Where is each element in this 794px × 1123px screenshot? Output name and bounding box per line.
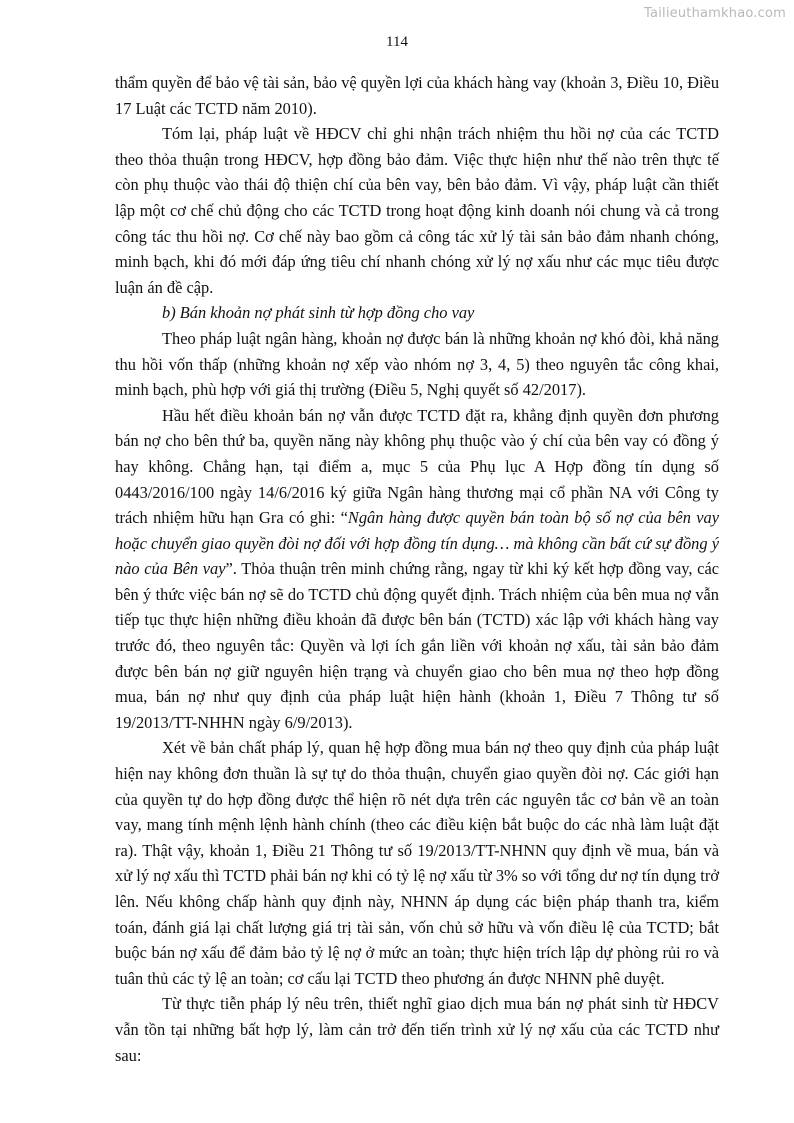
paragraph-conclusion: Từ thực tiễn pháp lý nêu trên, thiết nghĩ giao dịch mua bán nợ phát sinh từ HĐCV vẫn tồn tại những bất hợp lý, làm cản trở đến tiến trình xử lý nợ xấu của các TCTD như sau: — [115, 994, 719, 1065]
watermark: Tailieuthamkhao.com — [644, 6, 786, 21]
paragraph-summary: Tóm lại, pháp luật về HĐCV chỉ ghi nhận trách nhiệm thu hồi nợ của các TCTD theo thỏa thuận trong HĐCV, hợp đồng bảo đảm. Việc thực hiện như thế nào trên thực tế còn phụ thuộc vào thái độ thiện chí của bên vay, bên bảo đảm. Vì vậy, pháp luật cần thiết lập một cơ chế chủ động cho các TCTD trong hoạt động kinh doanh nói chung và cả trong công tác thu hồi nợ. Cơ chế này bao gồm cả công tác xử lý tài sản bảo đảm nhanh chóng, minh bạch, khi đó mới đáp ứng tiêu chí nhanh chóng xử lý nợ xấu như các mục tiêu được luận án đề cập. — [115, 124, 719, 297]
section-heading-b: b) Bán khoản nợ phát sinh từ hợp đồng cho vay — [162, 303, 475, 323]
document-body — [115, 70, 719, 1068]
paragraph-debt-sale-clause — [115, 403, 719, 736]
page-number: 114 — [386, 34, 408, 50]
contract-quote: Ngân hàng được quyền bán toàn bộ số nợ của bên vay hoặc chuyển giao quyền đòi nợ đối với hợp đồng tín dụng… mà không cần bất cứ sự đồng ý nào của Bên vay — [115, 508, 719, 579]
paragraph-continuation: thẩm quyền để bảo vệ tài sản, bảo vệ quyền lợi của khách hàng vay (khoản 3, Điều 10, Điều 17 Luật các TCTD năm 2010). — [115, 73, 720, 118]
paragraph-debt-sale-definition: Theo pháp luật ngân hàng, khoản nợ được bán là những khoản nợ khó đòi, khả năng thu hồi vốn thấp (những khoản nợ xếp vào nhóm nợ 3, 4, 5) theo nguyên tắc công khai, minh bạch, phù hợp với giá thị trường (Điều 5, Nghị quyết số 42/2017). — [115, 328, 719, 400]
paragraph-text: ”. Thỏa thuận trên minh chứng rằng, ngay từ khi ký kết hợp đồng vay, các bên ý thức việc bán nợ sẽ do TCTD chủ động quyết định. Trách nhiệm của bên mua nợ vẫn tiếp tục thực hiện những điều khoản đã được bên bán (TCTD) xác lập với khách hàng vay trước đó, theo nguyên tắc: Quyền và lợi ích gắn liền với khoản nợ xấu, tài sản bảo đảm được bên bán nợ giữ nguyên hiện trạng và chuyển giao cho bên mua nợ theo hợp đồng mua, bán nợ như quy định của pháp luật hiện hành (khoản 1, Điều 7 Thông tư số 19/2013/TT-NHHN ngày 6/9/2013). — [115, 559, 719, 732]
paragraph-legal-nature: Xét về bản chất pháp lý, quan hệ hợp đồng mua bán nợ theo quy định của pháp luật hiện nay không đơn thuần là sự tự do thỏa thuận, chuyển giao quyền đòi nợ. Các giới hạn của quyền tự do hợp đồng được thể hiện rõ nét dựa trên các nguyên tắc cơ bản về an toàn vay, mang tính mệnh lệnh hành chính (theo các điều kiện bắt buộc do các nhà làm luật đặt ra). Thật vậy, khoản 1, Điều 21 Thông tư số 19/2013/TT-NHNN quy định về mua, bán và xử lý nợ xấu thì TCTD phải bán nợ khi có tỷ lệ nợ xấu từ 3% so với tổng dư nợ tín dụng trở lên. Nếu không chấp hành quy định này, NHNN áp dụng các biện pháp thanh tra, kiểm toán, đánh giá lại chất lượng giá trị tài sản, vốn chủ sở hữu và vốn điều lệ của TCTD; bắt buộc bán nợ xấu để đảm bảo tỷ lệ nợ ở mức an toàn; thực hiện trích lập dự phòng rủi ro và tuân thủ các tỷ lệ an toàn; cơ cấu lại TCTD theo phương án được NHNN phê duyệt. — [115, 738, 719, 988]
paragraph-text: Hầu hết điều khoản bán nợ vẫn được TCTD đặt ra, khẳng định quyền đơn phương bán nợ cho bên thứ ba, quyền năng này không phụ thuộc vào ý chí của bên vay có đồng ý hay không. Chẳng hạn, tại điểm a, mục 5 của Phụ lục A Hợp đồng tín dụng số 0443/2016/100 ngày 14/6/2016 ký giữa Ngân hàng thương mại cổ phần NA với Công ty trách nhiệm hữu hạn Gra có ghi: “ — [115, 405, 719, 528]
